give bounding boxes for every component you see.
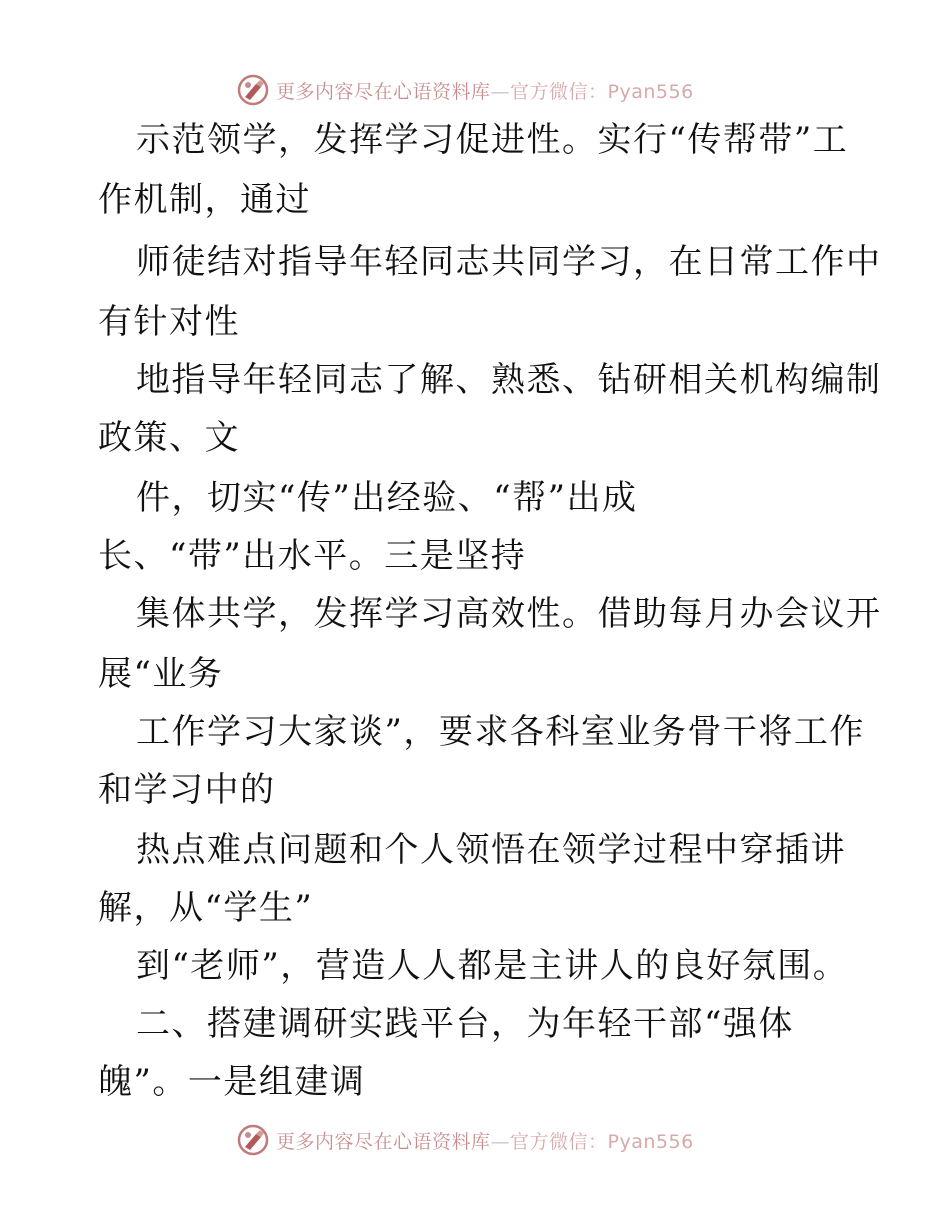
pen-nib-logo-icon: [236, 1123, 270, 1157]
watermark-separator: —: [490, 80, 511, 103]
watermark-wechat: 官方微信：Pyan556: [510, 80, 694, 103]
body-line: 示范领学，发挥学习促进性。实行“传帮带”工: [136, 120, 849, 160]
watermark-text: [276, 1127, 694, 1154]
header-watermark: [236, 72, 756, 108]
body-line: 工作学习大家谈”，要求各科室业务骨干将工作: [136, 712, 865, 752]
body-line: 解，从“学生”: [98, 888, 314, 928]
watermark-separator: —: [490, 1130, 511, 1153]
body-line: 集体共学，发挥学习高效性。借助每月办会议开: [136, 594, 882, 634]
body-line: 有针对性: [98, 302, 240, 342]
watermark-brand: 更多内容尽在心语资料库: [276, 1130, 491, 1153]
body-line: 热点难点问题和个人领悟在领学过程中穿插讲: [136, 830, 846, 870]
body-line: 地指导年轻同志了解、熟悉、钻研相关机构编制: [136, 360, 882, 400]
body-line: 长、“带”出水平。三是坚持: [98, 536, 527, 576]
body-line: 展“业务: [98, 654, 224, 694]
body-line: 师徒结对指导年轻同志共同学习，在日常工作中: [136, 242, 882, 282]
pen-nib-logo-icon: [236, 73, 270, 107]
body-line: 魄”。一是组建调: [98, 1062, 366, 1102]
body-line: 和学习中的: [98, 770, 276, 810]
body-line: 件，切实“传”出经验、“帮”出成: [136, 478, 638, 518]
watermark-brand: 更多内容尽在心语资料库: [276, 80, 491, 103]
body-line: 二、搭建调研实践平台，为年轻干部“强体: [136, 1004, 794, 1044]
body-line: 到“老师”，营造人人都是主讲人的良好氛围。: [136, 946, 849, 986]
body-line: 政策、文: [98, 418, 240, 458]
watermark-wechat: 官方微信：Pyan556: [510, 1130, 694, 1153]
body-line: 作机制，通过: [98, 180, 311, 220]
footer-watermark: [236, 1122, 756, 1158]
watermark-text: [276, 77, 694, 104]
